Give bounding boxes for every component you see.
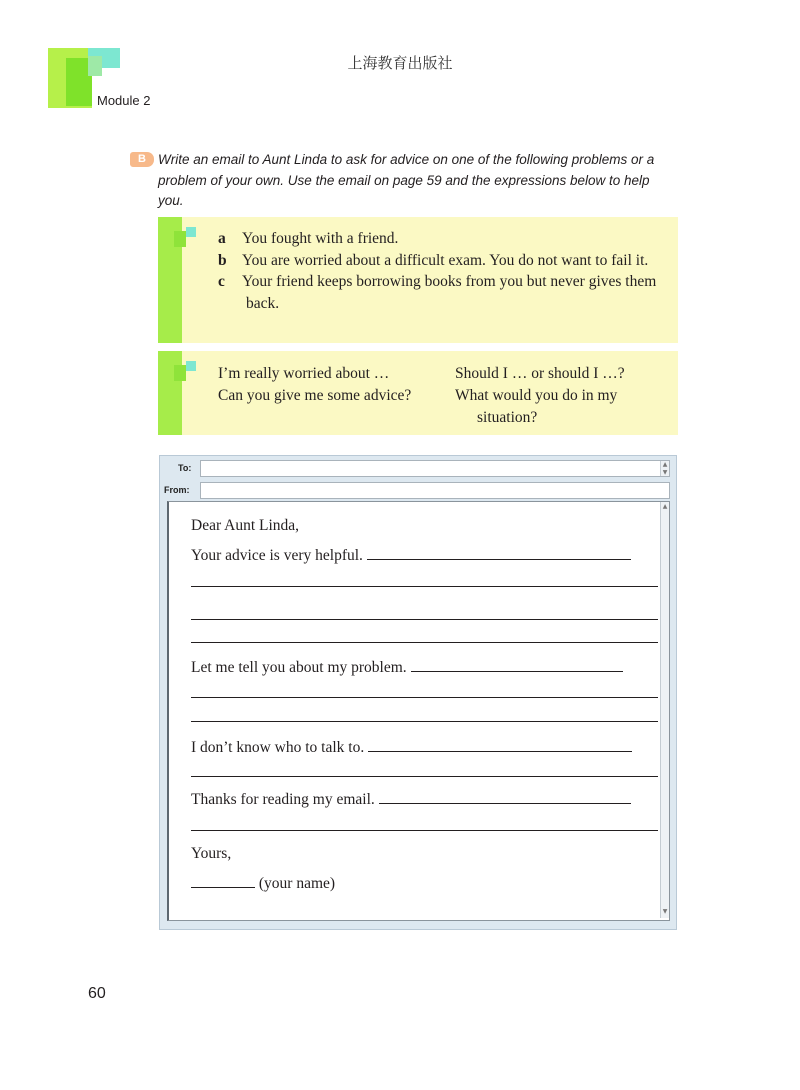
answer-line[interactable] <box>191 619 658 620</box>
answer-line[interactable] <box>191 721 658 722</box>
activity-instruction: Write an email to Aunt Linda to ask for advice on one of the following problems or a problem of your own. Use the email on page 59 and the expressions below to help you. <box>158 152 655 208</box>
page-number: 60 <box>88 985 106 1002</box>
body-line: I don’t know who to talk to. <box>191 736 632 758</box>
body-line: Your advice is very helpful. <box>191 544 631 566</box>
to-scrollbar[interactable] <box>660 461 669 476</box>
from-label: From: <box>164 485 190 495</box>
scroll-down-icon[interactable]: ▼ <box>662 908 668 915</box>
expression: I’m really worried about … <box>218 365 390 382</box>
expression: What would you do in my situation? <box>455 387 618 426</box>
email-body[interactable] <box>167 501 670 921</box>
body-line: Let me tell you about my problem. <box>191 656 623 678</box>
answer-line[interactable] <box>191 830 658 831</box>
signature-line: (your name) <box>191 872 335 894</box>
problem-item: c Your friend keeps borrowing books from you but never gives them back. <box>218 273 657 312</box>
answer-line[interactable] <box>191 586 658 587</box>
body-scrollbar[interactable] <box>660 502 669 918</box>
to-label: To: <box>178 463 192 473</box>
from-field[interactable] <box>200 482 670 499</box>
greeting: Dear Aunt Linda, <box>191 517 300 534</box>
answer-line[interactable] <box>191 776 658 777</box>
to-field[interactable] <box>200 460 670 477</box>
problem-item: a You fought with a friend. <box>218 230 399 247</box>
scroll-down-icon[interactable]: ▼ <box>662 469 668 476</box>
problem-item: b You are worried about a difficult exam. You do not want to fail it. <box>218 251 649 269</box>
module-label: Module 2 <box>97 93 151 108</box>
expression: Should I … or should I …? <box>455 365 625 382</box>
publisher-name: 上海教育出版社 <box>347 54 453 72</box>
expression: Can you give me some advice? <box>218 387 412 404</box>
closing: Yours, <box>191 845 232 862</box>
body-line: Thanks for reading my email. <box>191 788 631 810</box>
answer-line[interactable] <box>191 697 658 698</box>
activity-badge: B <box>130 152 154 167</box>
answer-line[interactable] <box>191 642 658 643</box>
scroll-up-icon[interactable]: ▲ <box>662 503 668 510</box>
problem-list <box>218 228 668 314</box>
email-window <box>159 455 677 930</box>
scroll-up-icon[interactable]: ▲ <box>662 461 668 468</box>
